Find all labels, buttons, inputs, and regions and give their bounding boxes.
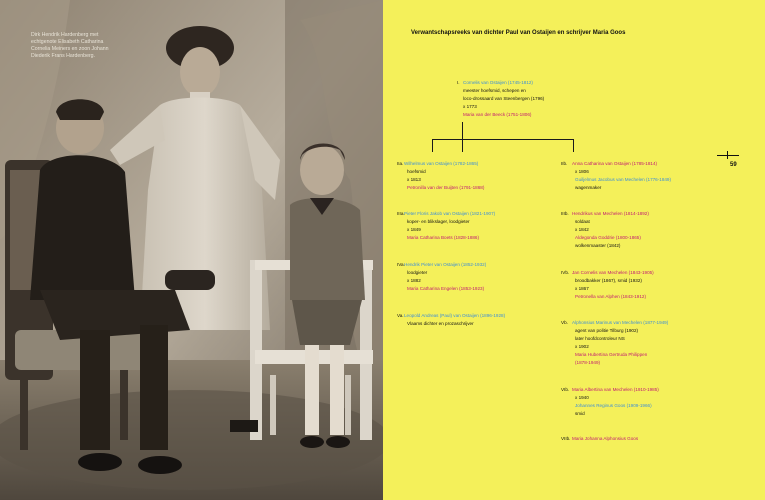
spouse-name: Petronilla van der Buijten (1791-1868) (407, 185, 485, 190)
detail-line: wolkenmaaster (1842) (575, 243, 621, 248)
person-name: Anna Catharina van Ostaijen (1785-1814) (572, 161, 658, 166)
spouse-name: Johannes Reginus Goos (1909-1966) (575, 403, 652, 408)
person-name: Wilhelmus van Ostaijen (1782-1865) (404, 161, 479, 166)
detail-line: x 1806 (575, 169, 589, 174)
person-name: Maria Albertina van Mechelen (1910-1985) (572, 387, 659, 392)
detail-line: x 1882 (407, 278, 421, 283)
spouse-name: (1878-1949) (575, 360, 601, 365)
detail-line: Vlaams dichter en prozaschrijver (407, 321, 474, 326)
detail-line: loco-drossaard van Steenbergen (1796) (463, 96, 545, 101)
spouse-name: Aldegonda Goddrie (1800-1865) (575, 235, 641, 240)
generation-label: IIIb. (561, 211, 569, 216)
detail-line: x 1849 (407, 227, 421, 232)
tree-connector (462, 122, 463, 152)
caption-line: Cornelia Meiners en zoon Johann (31, 46, 109, 52)
generation-label: IIb. (561, 161, 568, 166)
generation-label: VIIb. (561, 436, 571, 441)
tree-connector (573, 139, 574, 152)
spouse-name: Guiljelmus Jacobus van Mechelen (1776-1849) (575, 177, 672, 182)
person-name: Pieter Floris Jakob van Ostaijen (1821-1907) (404, 211, 496, 216)
detail-line: x 1773 (463, 104, 477, 109)
detail-line: later hoofdcontroleur NS (575, 336, 625, 341)
spouse-name: Maria Catharina Engelen (1853-1923) (407, 286, 485, 291)
detail-line: agent van politie Tilburg (1902) (575, 328, 639, 333)
detail-line: hoefsmid (407, 169, 426, 174)
detail-line: soldaat (575, 219, 590, 224)
detail-line: x 1902 (575, 344, 589, 349)
spouse-name: Petronella van Alphen (1843-1912) (575, 294, 646, 299)
generation-label: I. (457, 80, 460, 85)
generation-label: Vb. (561, 320, 568, 325)
spouse-name: Maria Catharina Boets (1828-1886) (407, 235, 480, 240)
person-name: Maria Johanna Alphonsius Goos (572, 436, 639, 441)
genealogy-page (383, 0, 765, 500)
detail-line: x 1940 (575, 395, 589, 400)
detail-line: smid (575, 411, 585, 416)
caption-line: Diederik Frans Hardenberg. (31, 53, 96, 59)
detail-line: loodgieter (407, 270, 428, 275)
detail-line: x 1842 (575, 227, 589, 232)
detail-line: wagenmaker (575, 185, 602, 190)
detail-line: meester hoefsmid, schepen en (463, 88, 526, 93)
photo-caption (31, 32, 141, 60)
generation-label: IVb. (561, 270, 570, 275)
person-name: Alphonsius Marinus van Mechelen (1877-1949) (572, 320, 669, 325)
person-name: Cornelis van Ostaijen (1745-1812) (463, 80, 533, 85)
person-name: Jan Cornelis van Mechelen (1843-1905) (572, 270, 654, 275)
page-number: 59 (730, 162, 737, 168)
page-number-tick (727, 151, 728, 159)
generation-label: IIa. (397, 161, 404, 166)
detail-line: broodbakker (1867), smid (1932) (575, 278, 642, 283)
generation-label: VIb. (561, 387, 570, 392)
person-name: Hendrik Pieter van Ostaijen (1852-1932) (404, 262, 487, 267)
detail-line: x 1867 (575, 286, 589, 291)
generation-label: Va. (397, 313, 404, 318)
caption-line: Dirk Hendrik Hardenberg met (31, 32, 99, 38)
detail-line: x 1813 (407, 177, 421, 182)
generation-label: IVa. (397, 262, 405, 267)
tree-connector (432, 139, 433, 152)
person-name: Hendrikus van Mechelen (1814-1892) (572, 211, 649, 216)
tree-connector (432, 139, 574, 140)
person-name: Leopold Andreas (Paul) van Ostaijen (1896-1928) (404, 313, 506, 318)
spouse-name: Maria Hubertina Gertruda Philippen (575, 352, 648, 357)
page-title: Verwantschapsreeks van dichter Paul van Ostaijen en schrijver Maria Goos (411, 30, 626, 36)
page-number-rule (717, 155, 739, 156)
generation-label: IIIa. (397, 211, 405, 216)
detail-line: koper- en blikslager, loodgieter (407, 219, 470, 224)
caption-line: echtgenote Elisabeth Catharina (31, 39, 104, 45)
spouse-name: Maria van der Beeck (1751-1806) (463, 112, 532, 117)
